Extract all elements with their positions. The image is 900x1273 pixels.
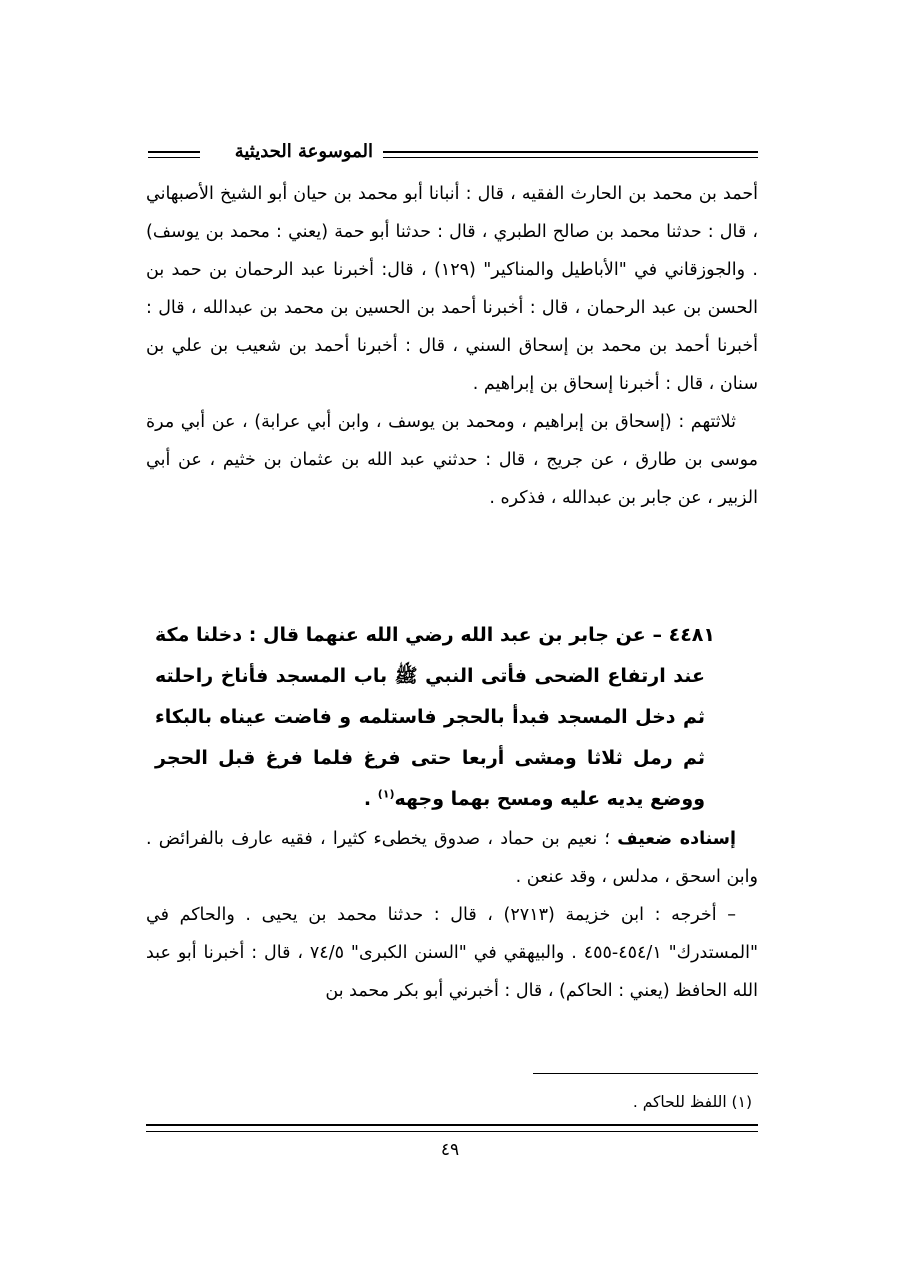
header-rule-left-1 — [148, 151, 200, 153]
top-section — [146, 175, 758, 517]
header-rule-left-2 — [148, 157, 200, 158]
page-number: ٤٩ — [440, 1140, 460, 1160]
hadith-text: عن جابر بن عبد الله رضي الله عنهما قال : دخلنا مكة عند ارتفاع الضحى فأتى النبي ﷺ باب المسجد فأناخ راحلته ثم دخل المسجد فبدأ بالحجر فاستلمه و فاضت عيناه بالبكاء ثم رمل ثلاثا ومشى أربعا حتى فرغ فلما فرغ قبل الحجر ووضع يديه عليه ومسح بهما وجهه — [155, 624, 705, 810]
footer-rule-1 — [146, 1124, 758, 1126]
isnad-text: ؛ نعيم بن حماد ، صدوق يخطىء كثيرا ، فقيه عارف بالفرائض . وابن اسحق ، مدلس ، وقد عنعن . — [146, 829, 758, 887]
running-header — [148, 137, 758, 171]
header-rule-right-2 — [383, 157, 758, 158]
hadith-block — [155, 615, 715, 820]
header-title: الموسوعة الحديثية — [234, 141, 373, 162]
footnote: (١) اللفظ للحاكم . — [632, 1093, 752, 1111]
isnad-label: إسناده ضعيف — [617, 829, 737, 849]
commentary-section — [146, 820, 758, 1010]
paragraph-2: ثلاثتهم : (إسحاق بن إبراهيم ، ومحمد بن يوسف ، وابن أبي عرابة) ، عن أبي مرة موسى بن طارق ، عن جريج ، قال : حدثني عبد الله بن عثمان بن خثيم ، عن أبي الزبير ، عن جابر بن عبدالله ، فذكره . — [146, 412, 758, 508]
hadith-number: ٤٤٨١ — [668, 624, 715, 646]
hadith-dash: – — [652, 624, 662, 646]
takhrij-paragraph: – أخرجه : ابن خزيمة (٢٧١٣) ، قال : حدثنا محمد بن يحيى . والحاكم في "المستدرك" ٤٥٤/١-٤٥٥ . والبيهقي في "السنن الكبرى" ٧٤/٥ ، قال : أخبرنا أبو عبد الله الحافظ (يعني : الحاكم) ، قال : أخبرني أبو بكر محمد بن — [146, 905, 758, 1001]
paragraph-1: أحمد بن محمد بن الحارث الفقيه ، قال : أنبانا أبو محمد بن حيان أبو الشيخ الأصبهاني ، قال : حدثنا محمد بن صالح الطبري ، قال : حدثنا أبو حمة (يعني : محمد بن يوسف) . والجوزقاني في "الأباطيل والمناكير" (١٢٩) ، قال: أخبرنا عبد الرحمان بن حمد بن الحسن بن عبد الرحمان ، قال : أخبرنا أحمد بن الحسين بن محمد بن عبدالله ، قال : أخبرنا أحمد بن محمد بن إسحاق السني ، قال : أخبرنا أحمد بن شعيب بن علي بن سنان ، قال : أخبرنا إسحاق بن إبراهيم . — [146, 184, 758, 394]
hadith-end: . — [363, 788, 378, 810]
isnad-paragraph — [146, 820, 758, 896]
header-rule-right-1 — [383, 151, 758, 153]
footnote-separator — [533, 1073, 758, 1074]
footnote-reference: (١) — [377, 787, 395, 801]
footer-rule-2 — [146, 1131, 758, 1132]
